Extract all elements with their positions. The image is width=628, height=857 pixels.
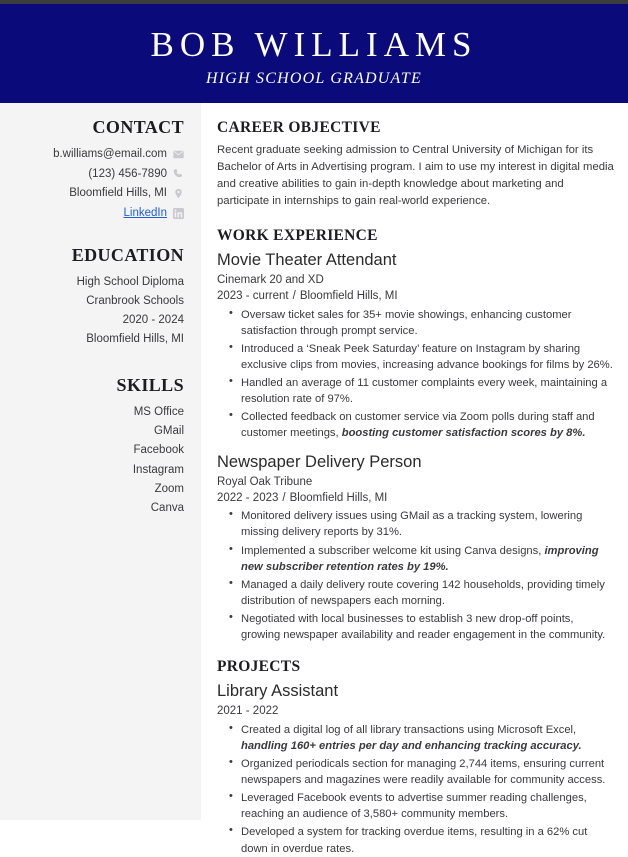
job-bullet-text: Introduced a ‘Sneak Peek Saturday’ feature on Instagram by sharing exclusive clips from movies, increasing advance bookings for films by 26%. bbox=[241, 342, 613, 371]
header-subtitle: HIGH SCHOOL GRADUATE bbox=[206, 70, 422, 88]
resume-body bbox=[0, 103, 628, 855]
education-line: High School Diploma bbox=[76, 275, 184, 288]
skills-heading: SKILLS bbox=[116, 374, 184, 395]
linkedin-icon bbox=[173, 208, 184, 219]
skill-item: Instagram bbox=[132, 463, 184, 476]
job-bullet-text: Oversaw ticket sales for 35+ movie showings, enhancing customer satisfaction through prompt service. bbox=[241, 308, 572, 337]
job-entry bbox=[217, 452, 614, 644]
career-objective-section bbox=[217, 119, 614, 210]
job-bullet-emphasis: boosting customer satisfaction scores by 8%. bbox=[341, 427, 586, 440]
envelope-icon bbox=[173, 149, 184, 160]
education-line: Cranbrook Schools bbox=[86, 294, 184, 307]
main-column bbox=[201, 103, 628, 855]
job-bullet-list bbox=[217, 307, 614, 442]
page-title: BOB WILLIAMS bbox=[150, 24, 478, 64]
job-bullet bbox=[241, 543, 614, 575]
projects-heading: PROJECTS bbox=[217, 658, 301, 676]
job-bullet-text: Organized periodicals section for managing 2,744 items, ensuring current newspapers and magazines were readily available for community access. bbox=[241, 757, 606, 787]
skills-items bbox=[10, 403, 184, 519]
job-bullet bbox=[241, 824, 614, 856]
job-bullet-list bbox=[217, 722, 614, 857]
job-location: Bloomfield Hills, MI bbox=[289, 491, 388, 504]
job-dates: 2023 - current bbox=[217, 290, 289, 303]
job-bullet-text: Implemented a subscriber welcome kit using Canva designs, bbox=[241, 544, 545, 557]
contact-list bbox=[10, 145, 184, 223]
work-experience-jobs bbox=[217, 250, 614, 644]
job-dates: 2021 - 2022 bbox=[217, 705, 279, 718]
skill-item: MS Office bbox=[133, 405, 184, 418]
contact-heading: CONTACT bbox=[92, 117, 184, 137]
location-pin-icon bbox=[173, 188, 184, 199]
skill-item: GMail bbox=[153, 425, 184, 438]
job-organization: Royal Oak Tribune bbox=[217, 475, 313, 488]
job-bullet-emphasis: improving new subscriber retention rates by 19%. bbox=[241, 544, 599, 573]
education-list bbox=[10, 273, 184, 349]
resume-header-banner bbox=[0, 4, 628, 103]
contact-item-text[interactable]: LinkedIn bbox=[123, 206, 167, 219]
job-bullet bbox=[241, 341, 614, 373]
job-bullet bbox=[241, 756, 614, 788]
job-dates: 2022 - 2023 bbox=[217, 491, 279, 504]
job-meta bbox=[217, 490, 614, 506]
projects-jobs bbox=[217, 681, 614, 856]
job-bullet-text: Developed a system for tracking overdue items, resulting in a 62% cut down in overdue rates. bbox=[241, 826, 588, 855]
job-location: Bloomfield Hills, MI bbox=[299, 290, 398, 303]
job-meta bbox=[217, 288, 614, 304]
contact-item bbox=[10, 184, 184, 203]
job-meta bbox=[217, 703, 614, 719]
job-bullet-text: Created a digital log of all library transactions using Microsoft Excel, bbox=[241, 723, 577, 736]
education-line: Bloomfield Hills, MI bbox=[86, 332, 184, 345]
job-meta-separator: / bbox=[282, 491, 286, 504]
sidebar bbox=[0, 103, 201, 820]
job-bullet bbox=[241, 375, 614, 407]
job-bullet-text: Handled an average of 11 customer complaints every week, maintaining a resolution rate of 97%. bbox=[241, 377, 608, 406]
job-bullet-text: Monitored delivery issues using GMail as a tracking system, lowering missing delivery reports by 31%. bbox=[241, 510, 583, 539]
job-bullet-list bbox=[217, 508, 614, 643]
job-bullet bbox=[241, 508, 614, 540]
career-objective-text: Recent graduate seeking admission to Central University of Michigan for its Bachelor of Arts in Advertising program. I aim to use my interest in digital media and creative abilities to gain in-depth knowledge about marketing and participate in internships to gain real-world experience. bbox=[217, 144, 614, 207]
skill-item: Facebook bbox=[133, 444, 184, 457]
job-bullet bbox=[241, 790, 614, 822]
contact-item bbox=[10, 165, 184, 184]
job-bullet-text: Managed a daily delivery route covering 142 households, providing timely distribution of newspapers each morning. bbox=[241, 578, 605, 607]
work-experience-heading: WORK EXPERIENCE bbox=[217, 226, 378, 244]
job-bullet bbox=[241, 577, 614, 609]
job-title: Newspaper Delivery Person bbox=[217, 452, 422, 471]
contact-section bbox=[10, 117, 184, 223]
job-bullet-text: Leveraged Facebook events to advertise summer reading challenges, reaching an audience of 3,580+ community members. bbox=[241, 792, 587, 821]
contact-item bbox=[10, 145, 184, 164]
skill-item: Canva bbox=[150, 502, 184, 515]
job-title: Movie Theater Attendant bbox=[217, 250, 397, 269]
job-bullet bbox=[241, 722, 614, 754]
job-bullet bbox=[241, 307, 614, 339]
job-bullet bbox=[241, 611, 614, 643]
skills-section bbox=[10, 375, 184, 519]
projects-section bbox=[217, 658, 614, 856]
job-title: Library Assistant bbox=[217, 682, 339, 701]
education-line: 2020 - 2024 bbox=[122, 313, 184, 326]
contact-item[interactable] bbox=[10, 204, 184, 223]
contact-item-text: b.williams@email.com bbox=[53, 148, 167, 160]
education-section bbox=[10, 245, 184, 349]
job-organization: Cinemark 20 and XD bbox=[217, 273, 324, 286]
job-bullet bbox=[241, 409, 614, 441]
job-bullet-emphasis: handling 160+ entries per day and enhancing tracking accuracy. bbox=[241, 739, 582, 752]
career-objective-heading: CAREER OBJECTIVE bbox=[217, 119, 381, 136]
work-experience-section bbox=[217, 227, 614, 644]
job-entry bbox=[217, 250, 614, 442]
phone-icon bbox=[173, 168, 184, 179]
skill-item: Zoom bbox=[154, 483, 184, 496]
job-bullet-text: Collected feedback on customer service via Zoom polls during staff and customer meetings, bbox=[241, 411, 595, 440]
education-heading: EDUCATION bbox=[71, 244, 184, 265]
job-bullet-text: Negotiated with local businesses to establish 3 new drop-off points, growing newspaper availability and reader engagement in the community. bbox=[241, 613, 606, 642]
contact-item-text: Bloomfield Hills, MI bbox=[69, 187, 167, 200]
contact-item-text: (123) 456-7890 bbox=[88, 167, 167, 180]
job-entry bbox=[217, 681, 614, 856]
job-meta-separator: / bbox=[292, 290, 296, 303]
